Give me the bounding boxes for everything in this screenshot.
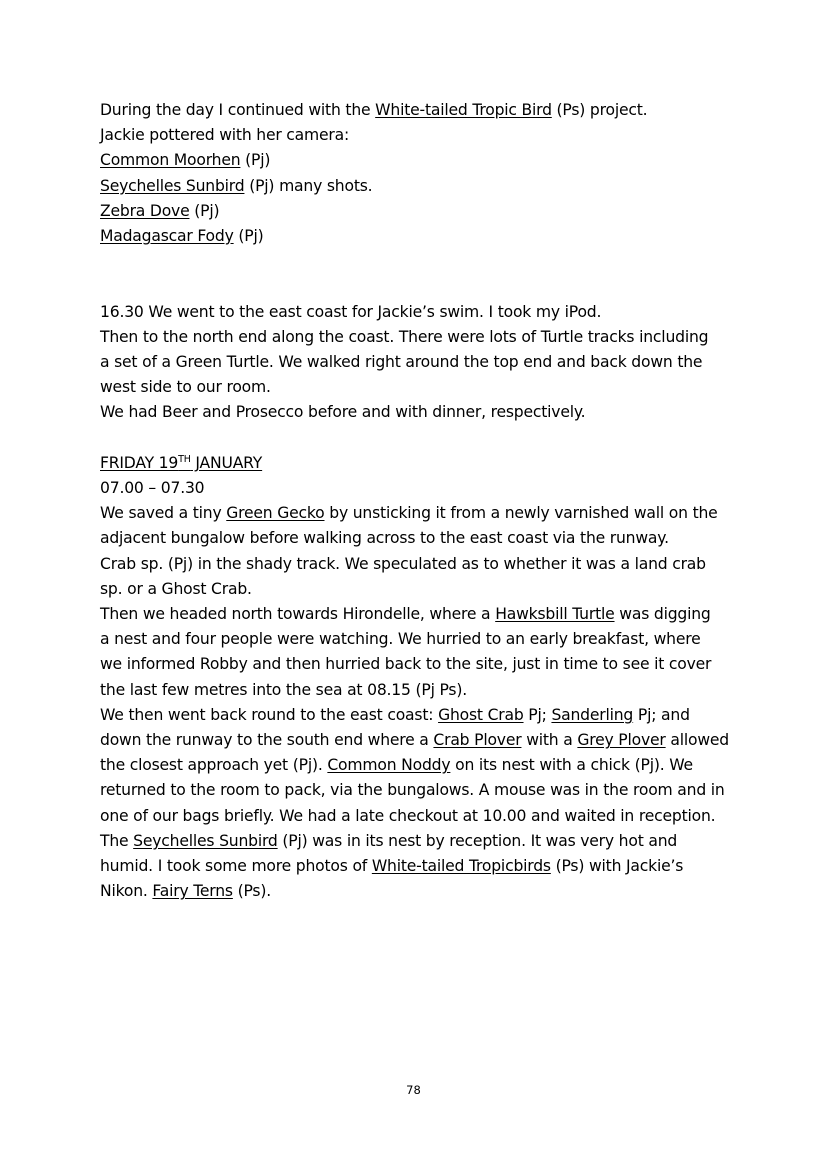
paragraph-line: Nikon. Fairy Terns (Ps). [100,882,271,901]
paragraph-line: down the runway to the south end where a Crab Plover with a Grey Plover allowed [100,731,729,750]
species-link: Ghost Crab [438,705,524,724]
date-heading: FRIDAY 19TH JANUARY [100,453,263,472]
spacer [100,426,728,451]
bird-list-item: Madagascar Fody (Pj) [100,227,264,246]
paragraph-line: sp. or a Ghost Crab. [100,579,252,598]
species-link: Common Noddy [327,756,451,775]
species-link: Crab Plover [433,731,522,750]
paragraph-line: Jackie pottered with her camera: [100,126,350,145]
paragraph-line: We had Beer and Prosecco before and with dinner, respectively. [100,403,586,422]
paragraph-line: a set of a Green Turtle. We walked right around the top end and back down the [100,353,703,372]
page-number: 78 [406,1083,421,1097]
paragraph-line: returned to the room to pack, via the bungalows. A mouse was in the room and in [100,781,725,800]
paragraph-line: adjacent bungalow before walking across to the east coast via the runway. [100,529,669,548]
species-link: Common Moorhen [100,151,241,170]
bird-list-item: Common Moorhen (Pj) [100,151,271,170]
paragraph-line: one of our bags briefly. We had a late checkout at 10.00 and waited in reception. [100,806,716,825]
paragraph-line: We saved a tiny Green Gecko by unsticking it from a newly varnished wall on the [100,504,718,523]
paragraph-line: Then to the north end along the coast. There were lots of Turtle tracks including [100,327,709,346]
paragraph-line: west side to our room. [100,378,271,397]
species-link: Grey Plover [577,731,666,750]
paragraph-line: we informed Robby and then hurried back to the site, just in time to see it cover [100,655,712,674]
paragraph-line: 16.30 We went to the east coast for Jackie’s swim. I took my iPod. [100,302,602,321]
species-link: Hawksbill Turtle [495,605,615,624]
spacer [100,249,728,299]
species-link: White-tailed Tropic Bird [375,101,552,119]
paragraph-line: a nest and four people were watching. We hurried to an early breakfast, where [100,630,701,649]
bird-list-item: Zebra Dove (Pj) [100,201,220,220]
species-link: Sanderling [551,705,634,724]
paragraph-line: During the day I continued with the White-tailed Tropic Bird (Ps) project. [100,101,648,119]
paragraph-line: the closest approach yet (Pj). Common Noddy on its nest with a chick (Pj). We [100,756,693,775]
paragraph-line: humid. I took some more photos of White-tailed Tropicbirds (Ps) with Jackie’s [100,857,684,876]
document-body [100,98,728,904]
paragraph-line: The Seychelles Sunbird (Pj) was in its nest by reception. It was very hot and [100,831,678,850]
paragraph-line: Crab sp. (Pj) in the shady track. We speculated as to whether it was a land crab [100,554,706,573]
paragraph-line: the last few metres into the sea at 08.15 (Pj Ps). [100,680,467,699]
species-link: Green Gecko [226,504,325,523]
species-link: Seychelles Sunbird [133,831,278,850]
species-link: White-tailed Tropicbirds [371,857,551,876]
species-link: Madagascar Fody [100,227,234,246]
species-link: Seychelles Sunbird [100,176,245,195]
species-link: Fairy Terns [152,882,233,901]
time-range: 07.00 – 07.30 [100,479,205,498]
species-link: Zebra Dove [100,201,190,220]
bird-list-item: Seychelles Sunbird (Pj) many shots. [100,176,373,195]
paragraph-line: We then went back round to the east coast: Ghost Crab Pj; Sanderling Pj; and [100,705,690,724]
paragraph-line: Then we headed north towards Hirondelle, where a Hawksbill Turtle was digging [100,605,711,624]
